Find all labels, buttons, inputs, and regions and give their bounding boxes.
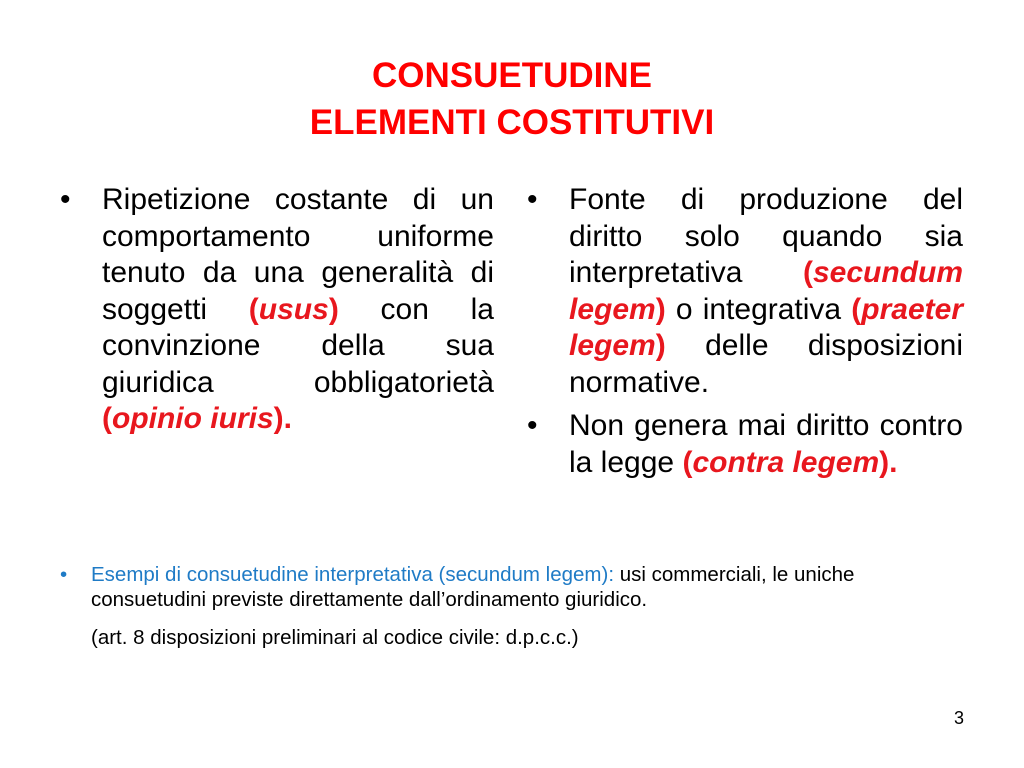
paren-close-period: ). <box>273 402 292 435</box>
example-note <box>60 562 960 650</box>
usus-italic: usus <box>258 292 329 326</box>
bullet-dot-icon: • <box>60 563 68 586</box>
note-reference: (art. 8 disposizioni preliminari al codice civile: d.p.c.c.) <box>91 626 579 649</box>
opinio-term <box>102 402 292 435</box>
note-black-text: usi commerciali, le uniche consuetudini previste direttamente dall’ordinamento giuridico. <box>91 563 855 611</box>
title-line-1: CONSUETUDINE <box>371 56 653 95</box>
paren-open: ( <box>802 256 813 289</box>
paren-close: ) <box>328 292 339 326</box>
paren-open: ( <box>248 292 259 326</box>
note-text <box>60 562 960 612</box>
bullet-contra-legem <box>527 408 963 481</box>
bullet-text: Ripetizione costante di un comportamento uniforme tenuto da una generalità di soggetti <box>102 183 494 326</box>
opinio-italic: opinio iuris <box>112 402 274 435</box>
bullet-dot-icon: • <box>527 183 538 216</box>
paren-open: ( <box>682 445 693 479</box>
note-blue-text: Esempi di consuetudine interpretativa (secundum legem): <box>91 563 615 586</box>
bullet-text: Non genera mai diritto contro la legge <box>569 409 963 479</box>
praeter-italic: praeter legem <box>569 292 963 362</box>
bullet-text: delle disposizioni normative. <box>569 329 963 399</box>
secundum-italic: secundum legem <box>569 256 963 326</box>
paren-close: ) <box>655 329 666 362</box>
contra-italic: contra legem <box>692 445 880 479</box>
bullet-text: o integrativa <box>665 292 852 326</box>
contra-term <box>682 446 897 479</box>
slide-title <box>0 52 1024 146</box>
left-column <box>60 182 494 438</box>
usus-term <box>249 293 339 326</box>
bullet-dot-icon: • <box>60 183 71 216</box>
paren-open: ( <box>851 292 862 326</box>
right-column <box>527 182 963 481</box>
paren-close-period: ). <box>879 445 898 479</box>
bullet-text: con la convinzione della sua giuridica obbligatorietà <box>102 292 494 399</box>
title-line-2: ELEMENTI COSTITUTIVI <box>309 103 715 142</box>
bullet-fonte-produzione <box>527 182 963 401</box>
page-number: 3 <box>953 708 964 728</box>
bullet-text: Fonte di produzione del diritto solo quando sia interpretativa <box>569 183 963 289</box>
bullet-dot-icon: • <box>527 409 538 442</box>
paren-open: ( <box>102 402 112 435</box>
bullet-usus-opinio <box>60 182 494 438</box>
paren-close: ) <box>655 292 666 326</box>
